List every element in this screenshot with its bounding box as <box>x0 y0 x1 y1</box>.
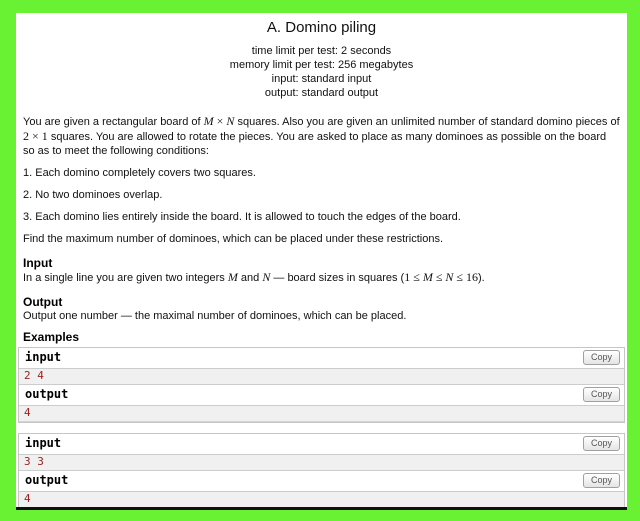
sample-input-value: 3 3 <box>19 454 624 470</box>
example-test-1 <box>18 347 625 423</box>
text-segment: and <box>237 272 263 284</box>
sample-input-label: input <box>25 350 62 364</box>
sample-output-label: output <box>25 473 69 487</box>
text-segment: ). <box>478 272 485 284</box>
output-spec: output: standard output <box>264 87 379 99</box>
input-spec: input: standard input <box>271 73 372 85</box>
example-test-2 <box>18 433 625 510</box>
problem-page <box>16 13 627 510</box>
sample-input-value: 2 4 <box>19 368 624 384</box>
text-segment: — board sizes in squares ( <box>270 272 405 284</box>
examples-title: Examples <box>23 330 80 344</box>
sample-output-label: output <box>25 387 69 401</box>
output-section-body: Output one number — the maximal number of dominoes, which can be placed. <box>23 310 407 322</box>
math-operator: × <box>213 114 227 128</box>
sample-output-header <box>19 470 624 491</box>
math-var: M <box>203 114 214 128</box>
problem-limits <box>16 44 627 100</box>
sample-input-header <box>19 434 624 454</box>
math-expression: 2 × 1 <box>23 129 48 143</box>
copy-input-button[interactable]: Copy <box>583 350 620 365</box>
math-expression: ≤ <box>432 270 446 284</box>
math-var: M <box>422 270 433 284</box>
input-section-title: Input <box>23 256 53 270</box>
time-limit: time limit per test: 2 seconds <box>251 45 392 57</box>
condition-item: 2. No two dominoes overlap. <box>23 189 163 201</box>
math-var: N <box>226 114 235 128</box>
input-section-body <box>23 270 620 285</box>
problem-statement <box>16 114 627 323</box>
text-segment: You are given a rectangular board of <box>23 116 204 128</box>
memory-limit: memory limit per test: 256 megabytes <box>229 59 414 71</box>
sample-output-value: 4 <box>19 405 624 422</box>
copy-output-button[interactable]: Copy <box>583 473 620 488</box>
math-var: N <box>262 270 271 284</box>
sample-input-label: input <box>25 436 62 450</box>
sample-output-header <box>19 384 624 405</box>
statement-paragraph <box>23 114 620 158</box>
condition-item: 1. Each domino completely covers two squares. <box>23 167 256 179</box>
math-var: N <box>445 270 454 284</box>
text-segment: In a single line you are given two integers <box>23 272 228 284</box>
output-section-title: Output <box>23 295 63 309</box>
examples-section <box>16 331 627 510</box>
text-segment: squares. You are allowed to rotate the pieces. You are asked to place as many dominoes as possible on the board so as to meet the following conditions: <box>23 131 607 157</box>
statement-goal: Find the maximum number of dominoes, which can be placed under these restrictions. <box>23 233 444 245</box>
problem-title: A. Domino piling <box>266 19 377 36</box>
math-expression: ≤ 16 <box>453 270 479 284</box>
math-var: M <box>227 270 238 284</box>
math-expression: 1 ≤ <box>404 270 423 284</box>
sample-input-header <box>19 348 624 368</box>
text-segment: squares. Also you are given an unlimited number of standard domino pieces of <box>234 116 620 128</box>
condition-item: 3. Each domino lies entirely inside the board. It is allowed to touch the edges of the board. <box>23 211 461 223</box>
copy-input-button[interactable]: Copy <box>583 436 620 451</box>
sample-output-value: 4 <box>19 491 624 508</box>
copy-output-button[interactable]: Copy <box>583 387 620 402</box>
